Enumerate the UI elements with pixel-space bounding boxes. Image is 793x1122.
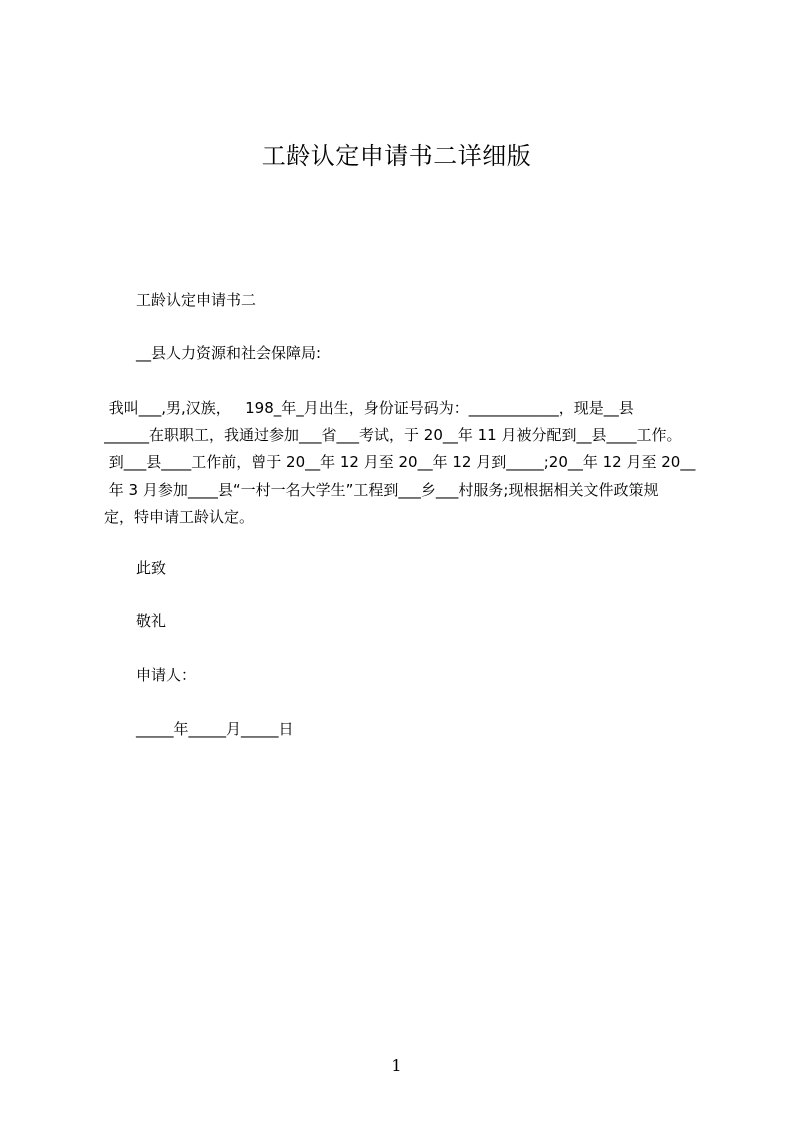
body-paragraph: [104, 396, 696, 532]
closing-regards: 敬礼: [136, 612, 167, 630]
closing-salutation: 此致: [136, 559, 167, 577]
applicant-label: 申请人：: [136, 666, 197, 684]
body-line: 年 3 月参加____县“一村一名大学生”工程到___乡___村服务;现根据相关文件政策规: [104, 481, 659, 499]
body-line: ______在职职工，我通过参加___省___考试，于 20__年 11 月被分配到__县____工作。: [104, 426, 682, 444]
date-line: _____年_____月_____日: [136, 720, 294, 738]
body-line: 到___县____工作前，曾于 20__年 12 月至 20__年 12 月到_____;20__年 12 月至 20__: [104, 453, 696, 471]
document-title: 工龄认定申请书二详细版: [261, 142, 532, 170]
body-line: 我叫___,男,汉族， 198_年_月出生，身份证号码为：____________，现是__县: [104, 399, 634, 417]
page-number: 1: [391, 1056, 402, 1075]
document-subtitle: 工龄认定申请书二: [136, 291, 257, 309]
addressee: __县人力资源和社会保障局:: [136, 344, 322, 362]
body-line: 定，特申请工龄认定。: [104, 508, 255, 526]
